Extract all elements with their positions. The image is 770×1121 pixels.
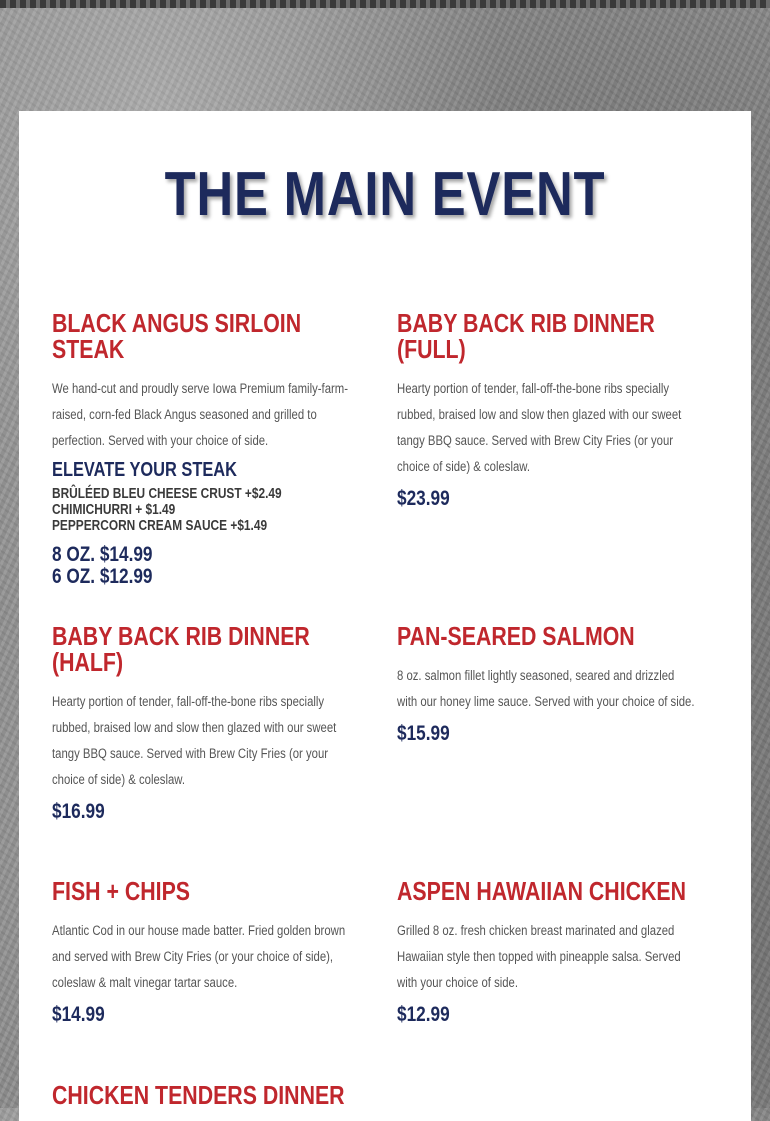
item-name-line: BABY BACK RIB DINNER — [52, 621, 310, 651]
description-line: raised, corn-fed Black Angus seasoned and grilled to — [52, 407, 317, 422]
menu-item-fish-chips — [52, 878, 374, 1028]
description-line: Hearty portion of tender, fall-off-the-bone ribs specially — [52, 694, 325, 709]
item-price: $14.99 — [52, 1003, 105, 1026]
item-name — [397, 310, 718, 362]
description-line: choice of side) & coleslaw. — [52, 772, 186, 787]
description-line: and served with Brew City Fries (or your choice of side), — [52, 949, 334, 964]
item-name-line: (HALF) — [52, 647, 124, 677]
item-name-line: BABY BACK RIB DINNER — [397, 308, 655, 338]
description-line: tangy BBQ sauce. Served with Brew City Fries (or your — [397, 433, 674, 448]
description-line: with your choice of side. — [397, 975, 519, 990]
page-title: THE MAIN EVENT — [164, 160, 606, 229]
description-line: rubbed, braised low and slow then glazed with our sweet — [52, 720, 337, 735]
menu-card — [19, 111, 751, 1121]
menu-item-rib-dinner-half — [52, 623, 374, 825]
item-description — [397, 376, 719, 480]
description-line: Hawaiian style then topped with pineapple salsa. Served — [397, 949, 681, 964]
menu-item-aspen-hawaiian-chicken — [397, 878, 719, 1028]
description-line: tangy BBQ sauce. Served with Brew City Fries (or your — [52, 746, 329, 761]
addon-chimichurri: CHIMICHURRI + $1.49 — [52, 502, 176, 518]
item-description — [397, 918, 719, 996]
description-line: perfection. Served with your choice of side. — [52, 433, 269, 448]
item-name: BLACK ANGUS SIRLOIN STEAK — [52, 308, 302, 364]
description-line: We hand-cut and proudly serve Iowa Premium family-farm- — [52, 381, 349, 396]
description-line: Atlantic Cod in our house made batter. Fried golden brown — [52, 923, 346, 938]
description-line: 8 oz. salmon fillet lightly seasoned, seared and drizzled — [397, 668, 675, 683]
description-line: Hearty portion of tender, fall-off-the-bone ribs specially — [397, 381, 670, 396]
price-6oz: 6 OZ. $12.99 — [52, 565, 153, 588]
size-prices — [52, 544, 374, 588]
description-line: coleslaw & malt vinegar tartar sauce. — [52, 975, 238, 990]
addon-peppercorn-sauce: PEPPERCORN CREAM SAUCE +$1.49 — [52, 518, 268, 534]
addon-bleu-cheese-crust: BRÛLÉED BLEU CHEESE CRUST +$2.49 — [52, 486, 282, 502]
menu-item-rib-dinner-full — [397, 310, 719, 512]
item-name: FISH + CHIPS — [52, 876, 191, 906]
elevate-title: ELEVATE YOUR STEAK — [52, 459, 237, 481]
menu-item-chicken-tenders — [52, 1082, 374, 1108]
item-price: $12.99 — [397, 1003, 450, 1026]
menu-item-sirloin-steak — [52, 310, 374, 588]
menu-item-pan-seared-salmon — [397, 623, 719, 747]
item-name: ASPEN HAWAIIAN CHICKEN — [397, 876, 687, 906]
item-price: $16.99 — [52, 800, 105, 823]
description-line: with our honey lime sauce. Served with your choice of side. — [397, 694, 695, 709]
price-8oz: 8 OZ. $14.99 — [52, 543, 153, 566]
background-top-border — [0, 0, 770, 8]
item-description — [397, 663, 719, 715]
item-name — [52, 623, 373, 675]
item-price: $15.99 — [397, 722, 450, 745]
item-description — [52, 918, 374, 996]
description-line: rubbed, braised low and slow then glazed with our sweet — [397, 407, 682, 422]
item-description — [52, 376, 374, 454]
item-price: $23.99 — [397, 487, 450, 510]
item-name: CHICKEN TENDERS DINNER — [52, 1080, 345, 1110]
item-description — [52, 689, 374, 793]
description-line: choice of side) & coleslaw. — [397, 459, 531, 474]
item-name-line: (FULL) — [397, 334, 466, 364]
item-name: PAN-SEARED SALMON — [397, 621, 635, 651]
description-line: Grilled 8 oz. fresh chicken breast marinated and glazed — [397, 923, 675, 938]
elevate-section — [52, 458, 374, 534]
